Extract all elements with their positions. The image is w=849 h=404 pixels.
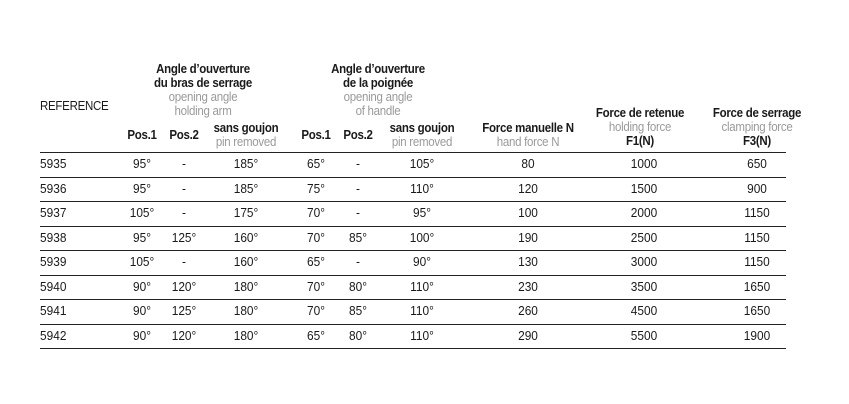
cell-ref: 5937	[40, 206, 67, 220]
cell-ref: 5940	[40, 279, 67, 294]
cell-arm-sans-goujon: 160°	[233, 230, 259, 245]
header-handle-pos2	[340, 128, 377, 142]
cell-arm-sans-goujon: 185°	[233, 157, 259, 171]
header-arm-sans-goujon-fr: sans goujon	[213, 121, 279, 135]
cell-arm-pos1: 95°	[133, 181, 151, 196]
cell-handle-sans-goujon: 90°	[413, 255, 431, 269]
cell-handle-pos2: 85°	[349, 304, 367, 318]
cell-ref: 5941	[40, 304, 67, 318]
header-reference	[40, 99, 108, 113]
cell-hand-force: 230	[518, 279, 538, 294]
table-row-rule	[40, 299, 786, 300]
cell-arm-pos2: 120°	[171, 328, 197, 343]
cell-handle-sans-goujon: 100°	[409, 230, 435, 245]
header-handle-pos1	[298, 128, 335, 142]
cell-arm-sans-goujon: 180°	[233, 279, 259, 294]
cell-handle-pos1: 70°	[307, 230, 325, 245]
cell-clamping-force: 900	[747, 181, 767, 196]
handle-group-fr1: Angle d’ouverture	[331, 62, 425, 76]
header-arm-pos1-text: Pos.1	[127, 128, 157, 142]
header-hand-force	[468, 121, 588, 149]
cell-holding-force: 5500	[630, 328, 658, 343]
cell-holding-force: 4500	[630, 304, 658, 318]
table-row-rule	[40, 201, 786, 202]
cell-clamping-force: 1650	[743, 279, 771, 294]
cell-arm-pos2: -	[182, 157, 186, 171]
table-row-rule	[40, 177, 786, 178]
cell-arm-pos2: 120°	[171, 279, 197, 294]
cell-holding-force: 2000	[630, 206, 658, 220]
cell-handle-pos2: 80°	[349, 279, 367, 294]
cell-arm-pos1: 95°	[133, 230, 151, 245]
header-arm-sans-goujon	[209, 121, 283, 149]
cell-arm-pos2: -	[182, 255, 186, 269]
cell-arm-sans-goujon: 175°	[233, 206, 259, 220]
handle-group-fr2: de la poignée	[343, 76, 413, 90]
arm-group-fr1: Angle d’ouverture	[156, 62, 250, 76]
header-clamping-force-fr: Force de serrage	[712, 106, 802, 120]
header-holding-force	[589, 106, 690, 148]
cell-arm-pos1: 90°	[133, 304, 151, 318]
cell-clamping-force: 1150	[744, 206, 770, 220]
cell-handle-sans-goujon: 95°	[413, 206, 431, 220]
header-handle-sans-goujon	[384, 121, 459, 149]
handle-group-en1: opening angle	[343, 90, 413, 104]
cell-hand-force: 80	[521, 157, 535, 171]
handle-group-en2: of handle	[355, 104, 401, 118]
cell-arm-pos2: 125°	[171, 230, 197, 245]
cell-arm-sans-goujon: 180°	[233, 328, 259, 343]
cell-arm-pos1: 105°	[129, 255, 155, 269]
cell-clamping-force: 1650	[743, 304, 771, 318]
cell-hand-force: 130	[518, 255, 538, 269]
cell-handle-pos2: -	[356, 181, 360, 196]
cell-arm-sans-goujon: 160°	[233, 255, 259, 269]
cell-handle-sans-goujon: 105°	[409, 157, 435, 171]
arm-group-en2: holding arm	[174, 104, 232, 118]
cell-handle-pos1: 70°	[307, 279, 325, 294]
cell-hand-force: 100	[518, 206, 538, 220]
cell-clamping-force: 650	[747, 157, 767, 171]
header-holding-force-unit: F1(N)	[625, 134, 655, 148]
header-hand-force-en: hand force N	[496, 135, 560, 149]
cell-clamping-force: 1150	[744, 230, 770, 245]
cell-holding-force: 1000	[630, 157, 658, 171]
cell-ref: 5935	[40, 157, 67, 171]
header-arm-pos1	[124, 128, 161, 142]
header-clamping-force	[705, 106, 810, 148]
cell-handle-pos1: 65°	[307, 255, 325, 269]
header-handle-group	[309, 62, 447, 118]
cell-holding-force: 2500	[630, 230, 658, 245]
cell-handle-pos2: 85°	[349, 230, 367, 245]
cell-handle-pos2: 80°	[349, 328, 367, 343]
cell-hand-force: 260	[518, 304, 538, 318]
cell-handle-pos2: -	[356, 255, 360, 269]
cell-arm-sans-goujon: 180°	[233, 304, 259, 318]
cell-arm-pos2: -	[182, 206, 186, 220]
cell-arm-pos2: 125°	[171, 304, 197, 318]
cell-clamping-force: 1900	[743, 328, 771, 343]
cell-hand-force: 290	[518, 328, 538, 343]
header-clamping-force-unit: F3(N)	[742, 134, 772, 148]
table-row-rule	[40, 348, 786, 349]
header-handle-pos2-text: Pos.2	[343, 128, 373, 142]
header-handle-pos1-text: Pos.1	[301, 128, 331, 142]
cell-holding-force: 1500	[630, 181, 658, 196]
cell-handle-sans-goujon: 110°	[410, 304, 434, 318]
cell-clamping-force: 1150	[744, 255, 770, 269]
header-handle-sans-goujon-fr: sans goujon	[389, 121, 455, 135]
table-header-rule	[40, 152, 786, 153]
cell-handle-pos2: -	[356, 157, 360, 171]
table-row-rule	[40, 324, 786, 325]
cell-arm-pos1: 90°	[133, 279, 151, 294]
cell-arm-pos2: -	[182, 181, 186, 196]
cell-ref: 5938	[40, 230, 67, 245]
header-clamping-force-en: clamping force	[721, 120, 793, 134]
table-row-rule	[40, 250, 786, 251]
cell-arm-sans-goujon: 185°	[233, 181, 259, 196]
cell-holding-force: 3000	[630, 255, 658, 269]
cell-ref: 5936	[40, 181, 67, 196]
cell-ref: 5939	[40, 255, 67, 269]
cell-handle-pos1: 65°	[307, 157, 325, 171]
table-row-rule	[40, 226, 786, 227]
cell-handle-pos2: -	[356, 206, 360, 220]
table-row-rule	[40, 275, 786, 276]
header-handle-pin-removed: pin removed	[391, 135, 453, 149]
cell-arm-pos1: 105°	[129, 206, 155, 220]
cell-holding-force: 3500	[630, 279, 658, 294]
header-arm-pos2-text: Pos.2	[169, 128, 199, 142]
cell-handle-pos1: 70°	[307, 304, 325, 318]
cell-handle-sans-goujon: 110°	[410, 181, 434, 196]
arm-group-en1: opening angle	[168, 90, 238, 104]
cell-handle-sans-goujon: 110°	[410, 279, 434, 294]
cell-arm-pos1: 95°	[133, 157, 151, 171]
header-arm-pin-removed: pin removed	[215, 135, 277, 149]
header-hand-force-fr: Force manuelle N	[482, 121, 574, 135]
header-arm-pos2	[166, 128, 203, 142]
cell-handle-pos1: 70°	[307, 206, 325, 220]
cell-hand-force: 190	[518, 230, 538, 245]
cell-handle-pos1: 75°	[307, 181, 325, 196]
cell-handle-sans-goujon: 110°	[410, 328, 434, 343]
header-holding-force-en: holding force	[608, 120, 672, 134]
header-arm-group	[134, 62, 272, 118]
header-reference-text: REFERENCE	[40, 99, 109, 113]
cell-arm-pos1: 90°	[133, 328, 151, 343]
arm-group-fr2: du bras de serrage	[154, 76, 252, 90]
cell-ref: 5942	[40, 328, 67, 343]
cell-hand-force: 120	[518, 181, 538, 196]
cell-handle-pos1: 65°	[307, 328, 325, 343]
header-holding-force-fr: Force de retenue	[595, 106, 685, 120]
